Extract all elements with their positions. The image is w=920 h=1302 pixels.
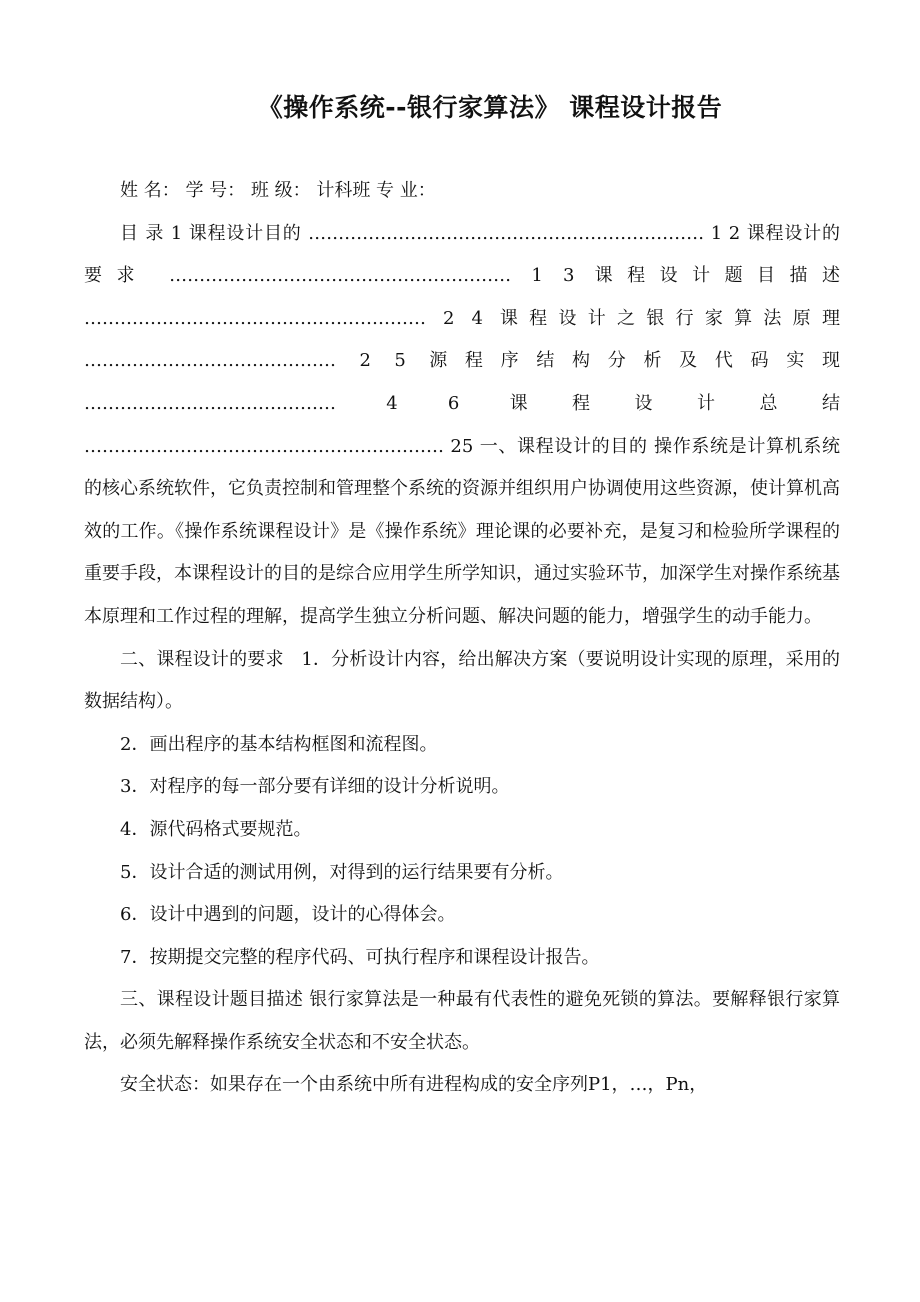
requirement-item: 1．分析设计内容，给出解决方案（要说明设计实现的原理，采用的数据结构）。 [84,648,841,713]
requirement-item: 7．按期提交完整的程序代码、可执行程序和课程设计报告。 [120,946,600,968]
document-title: 《操作系统--银行家算法》 课程设计报告 [257,93,723,122]
section1-heading: 一、课程设计的目的 [479,435,648,457]
toc-entry: 3 课程设计题目描述 ………………………………………………… 2 [84,265,840,329]
toc-entry: 6 课程设计总结 …………………………………………………… 25 [84,392,840,457]
requirement-item: 6．设计中遇到的问题，设计的心得体会。 [120,904,456,926]
safe-state-paragraph: 安全状态：如果存在一个由系统中所有进程构成的安全序列P1，…，Pn， [120,1074,708,1096]
section3-paragraph [84,979,840,1064]
document-body [84,170,840,1107]
toc-entry: 4 课程设计之银行家算法原理 …………………………………… 2 [84,307,840,372]
requirement-item: 4．源代码格式要规范。 [120,818,312,840]
requirement-item: 2．画出程序的基本结构框图和流程图。 [120,733,438,755]
section2-paragraph [84,639,840,724]
section3-heading: 三、课程设计题目描述 [120,989,304,1011]
section1-body: 操作系统是计算机系统的核心系统软件，它负责控制和管理整个系统的资源并组织用户协调使用这些资源，使计算机高效的工作。《操作系统课程设计》是《操作系统》理论课的必要补充，是复习和检验所学课程的重要手段，本课程设计的目的是综合应用学生所学知识，通过实验环节，加深学生对操作系统基本原理和工作过程的理解，提高学生独立分析问题、解决问题的能力，增强学生的动手能力。 [84,435,840,627]
section3-body: 银行家算法是一种最有代表性的避免死锁的算法。要解释银行家算法，必须先解释操作系统安全状态和不安全状态。 [84,989,841,1053]
toc-entry: 2 课程设计的要求 ………………………………………………… 1 [84,222,840,287]
requirement-item: 5．设计合适的测试用例，对得到的运行结果要有分析。 [120,861,564,883]
toc-entry: 1 课程设计目的 ………………………………………………………… 1 [170,222,723,244]
section2-heading: 二、课程设计的要求 [120,648,284,670]
toc-entry: 5 源程序结构分析及代码实现 …………………………………… 4 [84,350,840,414]
toc-label: 目 录 [120,222,165,244]
requirement-item: 3．对程序的每一部分要有详细的设计分析说明。 [120,776,510,798]
table-of-contents [84,213,840,639]
info-line: 姓 名： 学 号： 班 级： 计科班 专 业： [120,180,436,201]
